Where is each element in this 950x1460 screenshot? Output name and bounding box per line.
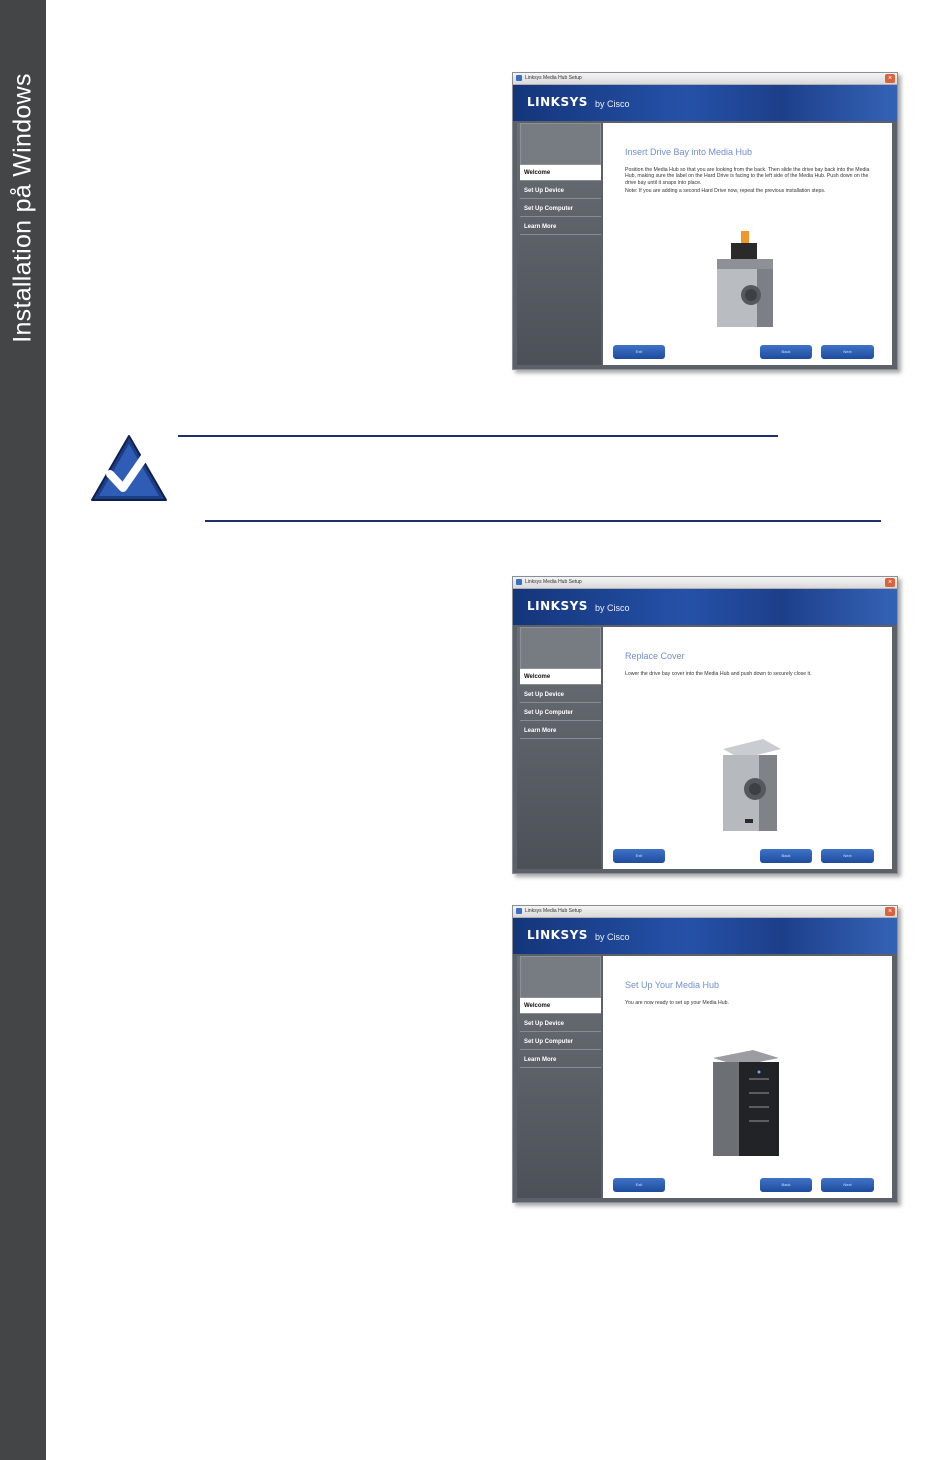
note-rule-bottom (205, 520, 881, 522)
window-titlebar (513, 906, 897, 918)
side-tab-label: Installation på Windows (8, 73, 37, 343)
media-hub-drive-bay-image (711, 229, 781, 329)
screenshot-set-up-media-hub (512, 905, 898, 1203)
exit-button[interactable]: Exit (613, 849, 665, 863)
next-button[interactable]: Next (821, 1178, 874, 1192)
exit-button[interactable]: Exit (613, 345, 665, 359)
step-body (625, 671, 875, 677)
side-tab (0, 0, 46, 1460)
brand-banner (513, 589, 897, 625)
screenshot-replace-cover (512, 576, 898, 874)
nav-item-welcome[interactable]: Welcome (520, 998, 601, 1014)
brand-banner (513, 918, 897, 954)
step-note: Note: If you are adding a second Hard Drive now, repeat the previous installation steps. (625, 188, 826, 195)
content-pane (603, 956, 892, 1198)
note-rule-top (178, 435, 778, 437)
media-hub-image (703, 1048, 783, 1160)
step-heading: Replace Cover (625, 651, 685, 661)
nav-item-set-up-device[interactable]: Set Up Device (520, 1016, 601, 1032)
nav-item-learn-more[interactable]: Learn More (520, 219, 601, 235)
step-text: Position the Media Hub so that you are looking from the back. Then slide the drive bay back into the Media Hub, making sure the label on the Hard Drive is facing to the left side of the Media Hub. Push down on the drive bay until it snaps into place. (625, 167, 870, 186)
nav-item-welcome[interactable]: Welcome (520, 165, 601, 181)
nav-item-set-up-device[interactable]: Set Up Device (520, 687, 601, 703)
close-icon[interactable]: × (885, 907, 895, 916)
nav-thumbnail (520, 627, 601, 669)
brand-logo: LINKSYS (527, 928, 588, 942)
nav-item-set-up-computer[interactable]: Set Up Computer (520, 705, 601, 721)
step-text: Lower the drive bay cover into the Media Hub and push down to securely close it. (625, 671, 812, 677)
exit-button[interactable]: Exit (613, 1178, 665, 1192)
content-pane (603, 123, 892, 365)
window-titlebar (513, 577, 897, 589)
window-title: Linksys Media Hub Setup (525, 908, 582, 914)
step-heading: Insert Drive Bay into Media Hub (625, 147, 753, 157)
nav-item-welcome[interactable]: Welcome (520, 669, 601, 685)
app-icon (516, 75, 522, 81)
nav-thumbnail (520, 956, 601, 998)
close-icon[interactable]: × (885, 578, 895, 587)
brand-logo: LINKSYS (527, 599, 588, 613)
nav-panel (517, 627, 601, 869)
app-icon (516, 908, 522, 914)
step-body (625, 167, 875, 195)
brand-sub: by Cisco (595, 99, 630, 109)
back-button[interactable]: Back (760, 345, 812, 359)
media-hub-cover-image (715, 735, 785, 835)
back-button[interactable]: Back (760, 849, 812, 863)
brand-banner (513, 85, 897, 121)
brand-sub: by Cisco (595, 603, 630, 613)
nav-item-set-up-computer[interactable]: Set Up Computer (520, 1034, 601, 1050)
nav-thumbnail (520, 123, 601, 165)
nav-item-learn-more[interactable]: Learn More (520, 1052, 601, 1068)
nav-item-learn-more[interactable]: Learn More (520, 723, 601, 739)
next-button[interactable]: Next (821, 345, 874, 359)
checkmark-note-icon (90, 434, 168, 502)
window-title: Linksys Media Hub Setup (525, 75, 582, 81)
step-text: You are now ready to set up your Media Hub. (625, 1000, 729, 1006)
nav-panel (517, 123, 601, 365)
nav-item-set-up-computer[interactable]: Set Up Computer (520, 201, 601, 217)
close-icon[interactable]: × (885, 74, 895, 83)
window-title: Linksys Media Hub Setup (525, 579, 582, 585)
screenshot-insert-drive (512, 72, 898, 370)
step-body (625, 1000, 875, 1006)
content-pane (603, 627, 892, 869)
window-titlebar (513, 73, 897, 85)
step-heading: Set Up Your Media Hub (625, 980, 720, 990)
back-button[interactable]: Back (760, 1178, 812, 1192)
nav-item-set-up-device[interactable]: Set Up Device (520, 183, 601, 199)
nav-panel (517, 956, 601, 1198)
next-button[interactable]: Next (821, 849, 874, 863)
brand-sub: by Cisco (595, 932, 630, 942)
brand-logo: LINKSYS (527, 95, 588, 109)
app-icon (516, 579, 522, 585)
